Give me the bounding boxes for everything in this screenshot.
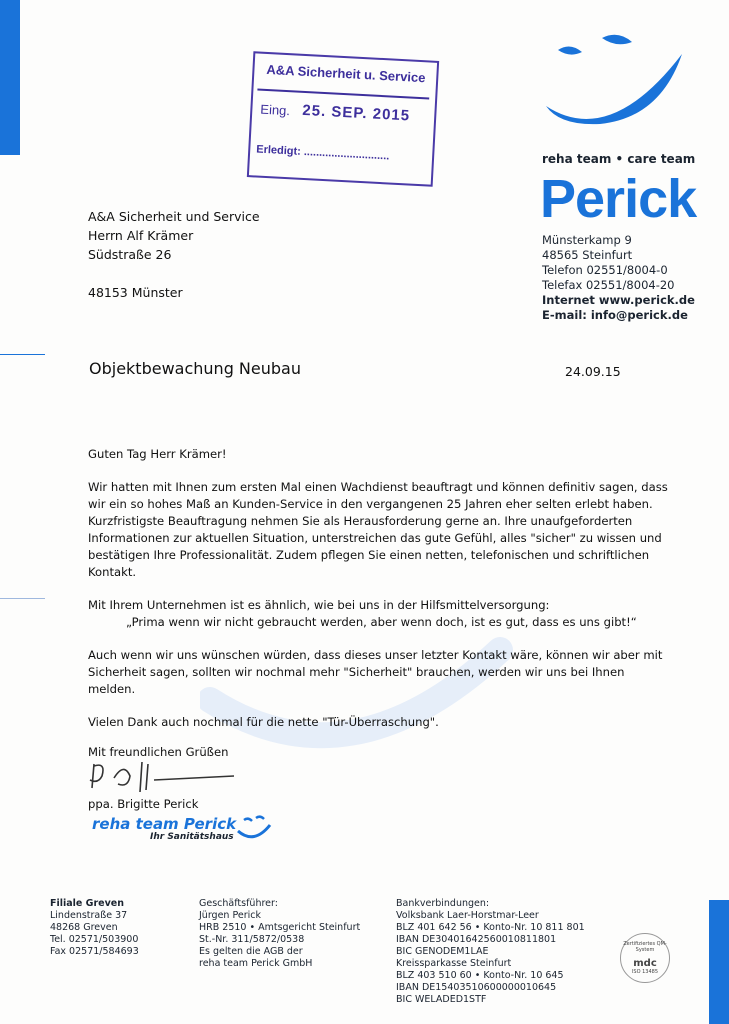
contact-email: E-mail: info@perick.de: [542, 308, 688, 322]
branch-city: 48268 Greven: [50, 922, 118, 933]
bank1-bic: BIC GENODEM1LAE: [396, 946, 489, 957]
greeting: Guten Tag Herr Krämer!: [88, 447, 227, 461]
letter-body: [88, 446, 668, 747]
received-stamp: [247, 51, 439, 187]
contact-fax: Telefax 02551/8004-20: [542, 278, 675, 292]
branch-fax: Fax 02571/584693: [50, 946, 139, 957]
stamp-erledigt: Erledigt: ............................: [255, 143, 390, 163]
mgmt-agb2: reha team Perick GmbH: [199, 958, 313, 969]
bank2-iban: IBAN DE15403510600000010645: [396, 982, 557, 993]
letterhead-brand: Perick: [540, 169, 697, 229]
quote: „Prima wenn wir nicht gebraucht werden, aber wenn doch, ist es gut, dass es uns gibt!“: [126, 615, 637, 629]
letterhead-tagline: reha team • care team: [542, 152, 696, 166]
bank1-name: Volksbank Laer-Horstmar-Leer: [396, 910, 539, 921]
branch-title: Filiale Greven: [50, 898, 125, 909]
bank1-iban: IBAN DE30401642560010811801: [396, 934, 557, 945]
recipient-street: Südstraße 26: [88, 247, 172, 262]
certification-seal: [620, 933, 670, 983]
contact-street: Münsterkamp 9: [542, 233, 632, 247]
footer-bank: [396, 898, 585, 1006]
contact-phone: Telefon 02551/8004-0: [542, 263, 668, 277]
recipient-company: A&A Sicherheit und Service: [88, 209, 260, 224]
stamp-title: A&A Sicherheit u. Service: [266, 61, 426, 86]
bank1-blz: BLZ 401 642 56 • Konto-Nr. 10 811 801: [396, 922, 585, 933]
branch-phone: Tel. 02571/503900: [50, 934, 139, 945]
paragraph-3: Auch wenn wir uns wünschen würden, dass dieses unser letzter Kontakt wäre, können wir aber mit Sicherheit sagen, sollten wir nochmal mehr "Sicherheit" brauchen, werden wir uns bei Ihnen melden.: [88, 648, 663, 696]
paragraph-4: Vielen Dank auch nochmal für die nette "Tür-Überraschung".: [88, 715, 439, 729]
footer-management: [199, 898, 360, 970]
contact-internet: Internet www.perick.de: [542, 293, 695, 307]
bank2-name: Kreissparkasse Steinfurt: [396, 958, 512, 969]
bank-label: Bankverbindungen:: [396, 898, 490, 909]
handwritten-signature: [84, 758, 244, 798]
stamp-eing-label: Eing.: [260, 101, 291, 119]
closing: Mit freundlichen Grüßen: [88, 745, 229, 759]
footer-logo-name: reha team Perick: [92, 815, 237, 833]
mgmt-label: Geschäftsführer:: [199, 898, 278, 909]
bank2-bic: BIC WELADED1STF: [396, 994, 487, 1005]
recipient-name: Herrn Alf Krämer: [88, 228, 194, 243]
stamp-date: 25. SEP. 2015: [301, 101, 411, 125]
mgmt-agb1: Es gelten die AGB der: [199, 946, 303, 957]
signer-name: ppa. Brigitte Perick: [88, 797, 199, 811]
right-blue-bar: [709, 900, 729, 1024]
letter-date: 24.09.15: [565, 364, 621, 379]
paragraph-2: Mit Ihrem Unternehmen ist es ähnlich, wie bei uns in der Hilfsmittelversorgung:: [88, 598, 550, 612]
mgmt-name: Jürgen Perick: [199, 910, 261, 921]
mgmt-hrb: HRB 2510 • Amtsgericht Steinfurt: [199, 922, 361, 933]
perick-smile-logo: [540, 28, 690, 138]
seal-bottom: ISO 13485: [631, 969, 659, 975]
recipient-city: 48153 Münster: [88, 285, 183, 300]
contact-city: 48565 Steinfurt: [542, 248, 633, 262]
paragraph-1: Wir hatten mit Ihnen zum ersten Mal einen Wachdienst beauftragt und können definitiv sagen, dass wir ein so hohes Maß an Kunden-Service in den vergangenen 25 Jahren eher selten erlebt haben. Kurzfristigste Beauftragung nehmen Sie als Herausforderung gerne an. Ihre unaufgeforderten Informationen zur aktuellen Situation, unterstreichen das gute Gefühl, alles "sicher" zu wissen und bestätigen Ihre Professionalität. Zudem pflegen Sie einen netten, telefonischen und schriftlichen Kontakt.: [88, 480, 668, 579]
seal-mark: mdc: [633, 958, 657, 969]
footer-branch: [50, 898, 139, 958]
fold-mark: [0, 354, 45, 355]
letterhead-contact: [542, 233, 695, 323]
branch-street: Lindenstraße 37: [50, 910, 128, 921]
seal-top: Zertifiziertes QM-System: [623, 941, 667, 953]
mgmt-tax: St.-Nr. 311/5872/0538: [199, 934, 305, 945]
stamp-divider: [257, 88, 429, 98]
punch-mark: [0, 598, 45, 599]
letter-subject: Objektbewachung Neubau: [89, 359, 301, 378]
footer-smile-icon: [234, 813, 274, 843]
bank2-blz: BLZ 403 510 60 • Konto-Nr. 10 645: [396, 970, 564, 981]
recipient-address: [88, 207, 260, 302]
left-blue-bar: [0, 0, 20, 155]
footer-logo-sub: Ihr Sanitätshaus: [150, 832, 234, 842]
